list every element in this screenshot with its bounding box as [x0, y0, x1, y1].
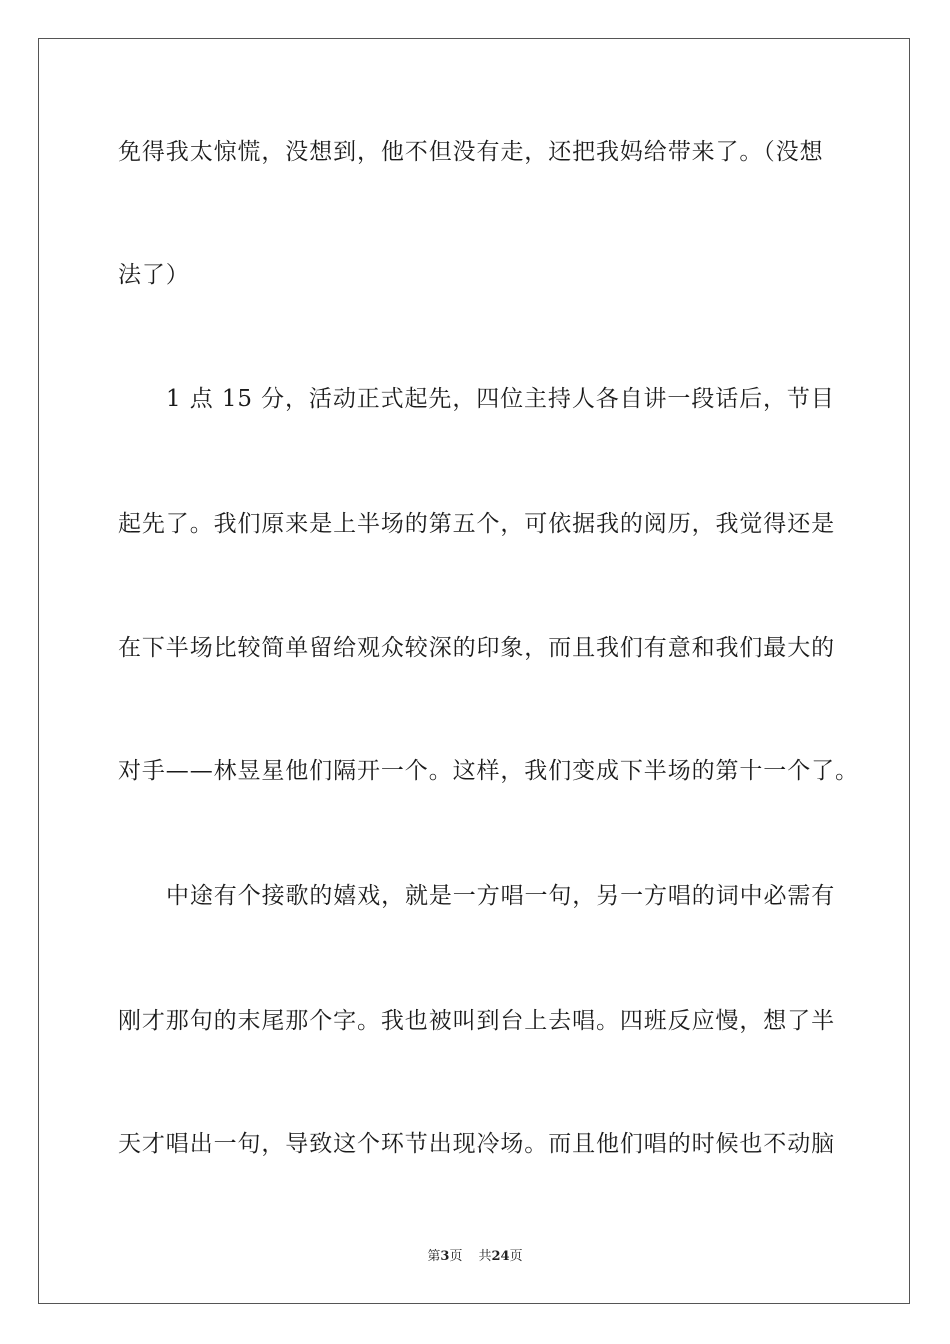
page-unit: 页	[449, 1249, 463, 1264]
total-pages: 24	[491, 1249, 510, 1264]
text-line: 对手——林昱星他们隔开一个。这样，我们变成下半场的第十一个了。	[118, 758, 859, 784]
total-unit: 页	[509, 1249, 523, 1264]
text-line: 免得我太惊慌，没想到，他不但没有走，还把我妈给带来了。（没想	[118, 139, 824, 165]
current-page: 3	[440, 1249, 450, 1264]
text-line: 法了）	[118, 262, 190, 288]
page-prefix: 第	[427, 1249, 441, 1264]
text-line: 刚才那句的末尾那个字。我也被叫到台上去唱。四班反应慢，想了半	[118, 1008, 835, 1034]
text-line: 在下半场比较简单留给观众较深的印象，而且我们有意和我们最大的	[118, 635, 835, 661]
page-footer	[0, 1248, 950, 1266]
total-prefix: 共	[478, 1249, 492, 1264]
paragraph-start-line: 中途有个接歌的嬉戏，就是一方唱一句，另一方唱的词中必需有	[166, 883, 836, 909]
page-number	[427, 1249, 462, 1264]
page-total	[478, 1249, 522, 1264]
page-border	[38, 38, 910, 1304]
text-line: 起先了。我们原来是上半场的第五个，可依据我的阅历，我觉得还是	[118, 511, 835, 537]
paragraph-start-line: 1 点 15 分，活动正式起先，四位主持人各自讲一段话后，节目	[166, 386, 835, 412]
text-line: 天才唱出一句，导致这个环节出现冷场。而且他们唱的时候也不动脑	[118, 1131, 835, 1157]
